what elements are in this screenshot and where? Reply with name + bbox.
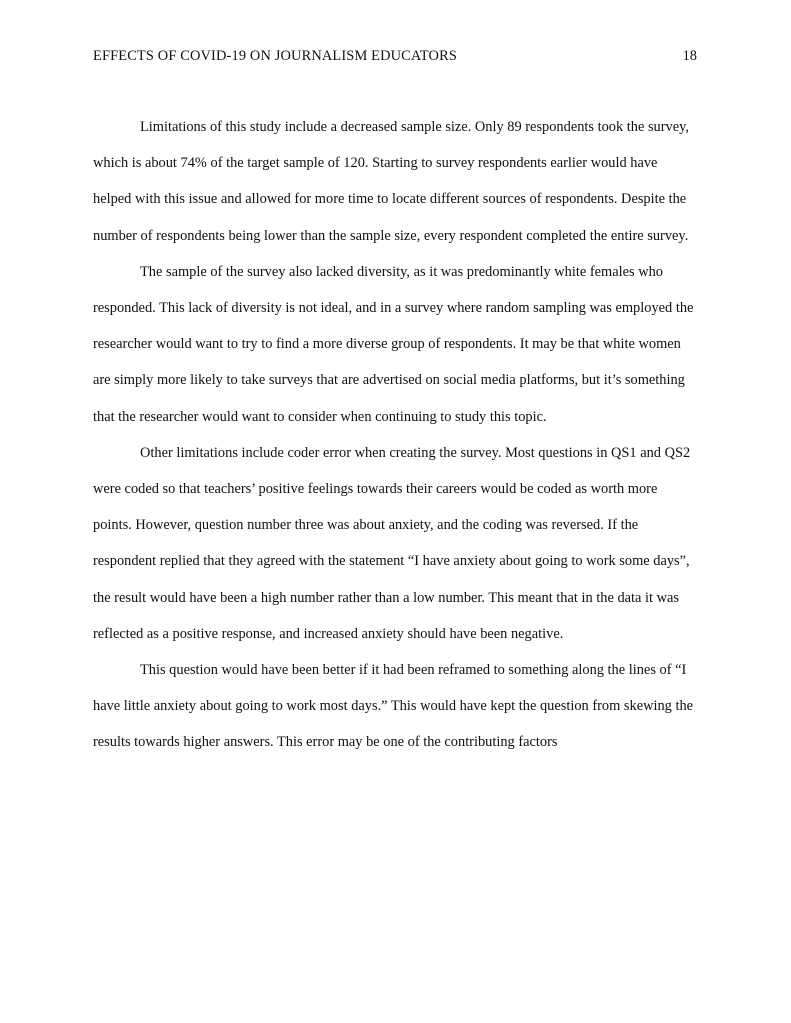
paragraph-limitations-diversity: The sample of the survey also lacked diversity, as it was predominantly white females who responded. This lack of diversity is not ideal, and in a survey where random sampling was employed the researcher would want to try to find a more diverse group of respondents. It may be that white women are simply more likely to take surveys that are advertised on social media platforms, but it’s something that the researcher would want to consider when continuing to study this topic. <box>93 263 694 425</box>
body-text <box>93 109 697 761</box>
paragraph-question-reframing: This question would have been better if it had been reframed to something along the lines of “I have little anxiety about going to work most days.” This would have kept the question from skewing the results towards higher answers. This error may be one of the contributing factors <box>93 662 694 751</box>
paragraph-limitations-sample-size: Limitations of this study include a decreased sample size. Only 89 respondents took the survey, which is about 74% of the target sample of 120. Starting to survey respondents earlier would have helped with this issue and allowed for more time to locate different sources of respondents. Despite the number of respondents being lower than the sample size, every respondent completed the entire survey. <box>93 119 689 244</box>
paragraph-limitations-coder-error: Other limitations include coder error when creating the survey. Most questions in QS1 and QS2 were coded so that teachers’ positive feelings towards their careers would be coded as worth more points. However, question number three was about anxiety, and the coding was reversed. If the respondent replied that they agreed with the statement “I have anxiety about going to work some days”, the result would have been a high number rather than a low number. This meant that in the data it was reflected as a positive response, and increased anxiety should have been negative. <box>93 444 691 642</box>
running-head: EFFECTS OF COVID-19 ON JOURNALISM EDUCATORS <box>93 48 457 64</box>
page-number: 18 <box>682 48 697 64</box>
